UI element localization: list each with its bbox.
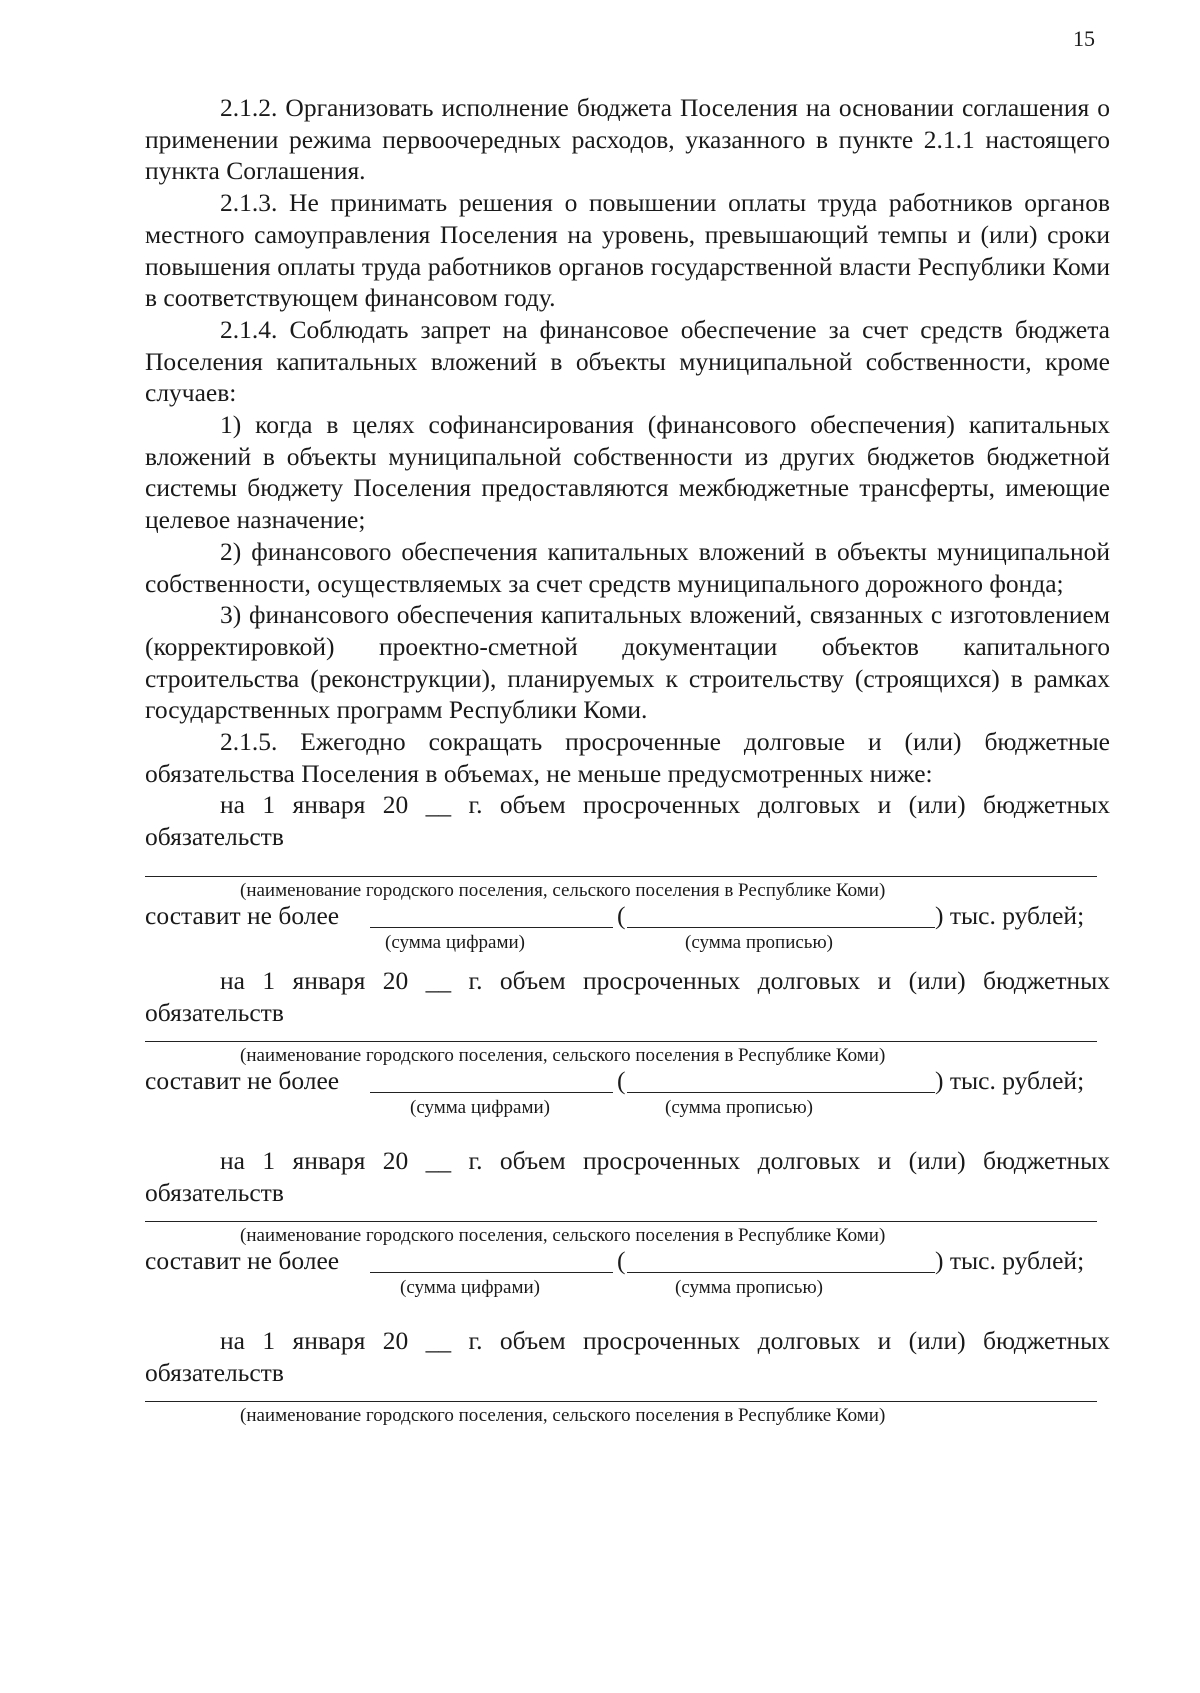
words-caption: (сумма прописью) bbox=[685, 932, 833, 953]
amount-words-field[interactable] bbox=[627, 901, 935, 928]
entry-4-block bbox=[145, 1325, 1110, 1440]
entry-2-intro: на 1 января 20 __ г. объем просроченных долговых и (или) бюджетных обязательств bbox=[145, 966, 1110, 1027]
open-paren: ( bbox=[617, 1246, 626, 1275]
entry-3-intro: на 1 января 20 __ г. объем просроченных долговых и (или) бюджетных обязательств bbox=[145, 1146, 1110, 1207]
settlement-name-caption: (наименование городского поселения, сельского поселения в Республике Коми) bbox=[240, 1405, 886, 1426]
open-paren: ( bbox=[617, 901, 626, 930]
amount-words-field[interactable] bbox=[627, 1246, 935, 1273]
digits-caption: (сумма цифрами) bbox=[400, 1277, 540, 1298]
clause-2-1-3: 2.1.3. Не принимать решения о повышении оплаты труда работников органов местного самоуправления Поселения на уровень, превышающий темпы и (или) сроки повышения оплаты труда работников органов государственной власти Республики Коми в соответствующем финансовом году. bbox=[145, 188, 1110, 313]
amount-row bbox=[145, 1246, 1110, 1278]
amount-words-field[interactable] bbox=[627, 1066, 935, 1093]
clause-2-1-4: 2.1.4. Соблюдать запрет на финансовое обеспечение за счет средств бюджета Поселения капитальных вложений в объекты муниципальной собственности, кроме случаев: bbox=[145, 314, 1110, 408]
settlement-name-line[interactable] bbox=[145, 850, 1097, 877]
clause-2-1-4-item-3: 3) финансового обеспечения капитальных вложений, связанных с изготовлением (корректировкой) проектно-сметной документации объектов капитального строительства (реконструкции), планируемых к строительству (строящихся) в рамках государственных программ Республики Коми. bbox=[145, 600, 1110, 725]
amount-digits-field[interactable] bbox=[370, 1066, 613, 1093]
amount-prefix: составит не более bbox=[145, 1066, 340, 1095]
clause-2-1-4-item-2: 2) финансового обеспечения капитальных вложений в объекты муниципальной собственности, осуществляемых за счет средств муниципального дорожного фонда; bbox=[145, 536, 1110, 598]
settlement-name-line[interactable] bbox=[145, 1015, 1097, 1042]
entry-1-intro: на 1 января 20 __ г. объем просроченных долговых и (или) бюджетных обязательств bbox=[145, 790, 1110, 852]
words-caption: (сумма прописью) bbox=[675, 1277, 823, 1298]
amount-prefix: составит не более bbox=[145, 901, 340, 930]
entry-1-block bbox=[145, 850, 1110, 960]
amount-suffix: ) тыс. рублей; bbox=[935, 901, 1085, 930]
amount-suffix: ) тыс. рублей; bbox=[935, 1066, 1085, 1095]
settlement-name-line[interactable] bbox=[145, 1375, 1097, 1402]
entry-3-block bbox=[145, 1145, 1110, 1325]
clause-2-1-4-item-1: 1) когда в целях софинансирования (финансового обеспечения) капитальных вложений в объекты муниципальной собственности из других бюджетов бюджетной системы бюджету Поселения предоставляются межбюджетные трансферты, имеющие целевое назначение; bbox=[145, 410, 1110, 535]
amount-row bbox=[145, 901, 1110, 933]
settlement-name-line[interactable] bbox=[145, 1195, 1097, 1222]
page-number: 15 bbox=[1073, 26, 1095, 51]
amount-digits-field[interactable] bbox=[370, 901, 613, 928]
document-body bbox=[145, 92, 1110, 853]
amount-suffix: ) тыс. рублей; bbox=[935, 1246, 1085, 1275]
clause-2-1-5: 2.1.5. Ежегодно сокращать просроченные долговые и (или) бюджетные обязательства Поселения в объемах, не меньше предусмотренных ниже: bbox=[145, 727, 1110, 788]
amount-prefix: составит не более bbox=[145, 1246, 340, 1275]
settlement-name-caption: (наименование городского поселения, сельского поселения в Республике Коми) bbox=[240, 1225, 886, 1246]
digits-caption: (сумма цифрами) bbox=[385, 932, 525, 953]
amount-digits-field[interactable] bbox=[370, 1246, 613, 1273]
amount-row bbox=[145, 1066, 1110, 1098]
settlement-name-caption: (наименование городского поселения, сельского поселения в Республике Коми) bbox=[240, 880, 886, 901]
words-caption: (сумма прописью) bbox=[665, 1097, 813, 1118]
settlement-name-caption: (наименование городского поселения, сельского поселения в Республике Коми) bbox=[240, 1045, 886, 1066]
entry-2-block bbox=[145, 965, 1110, 1145]
entry-4-intro: на 1 января 20 __ г. объем просроченных долговых и (или) бюджетных обязательств bbox=[145, 1326, 1110, 1387]
open-paren: ( bbox=[617, 1066, 626, 1095]
digits-caption: (сумма цифрами) bbox=[410, 1097, 550, 1118]
clause-2-1-2: 2.1.2. Организовать исполнение бюджета Поселения на основании соглашения о применении режима первоочередных расходов, указанного в пункте 2.1.1 настоящего пункта Соглашения. bbox=[145, 93, 1110, 186]
